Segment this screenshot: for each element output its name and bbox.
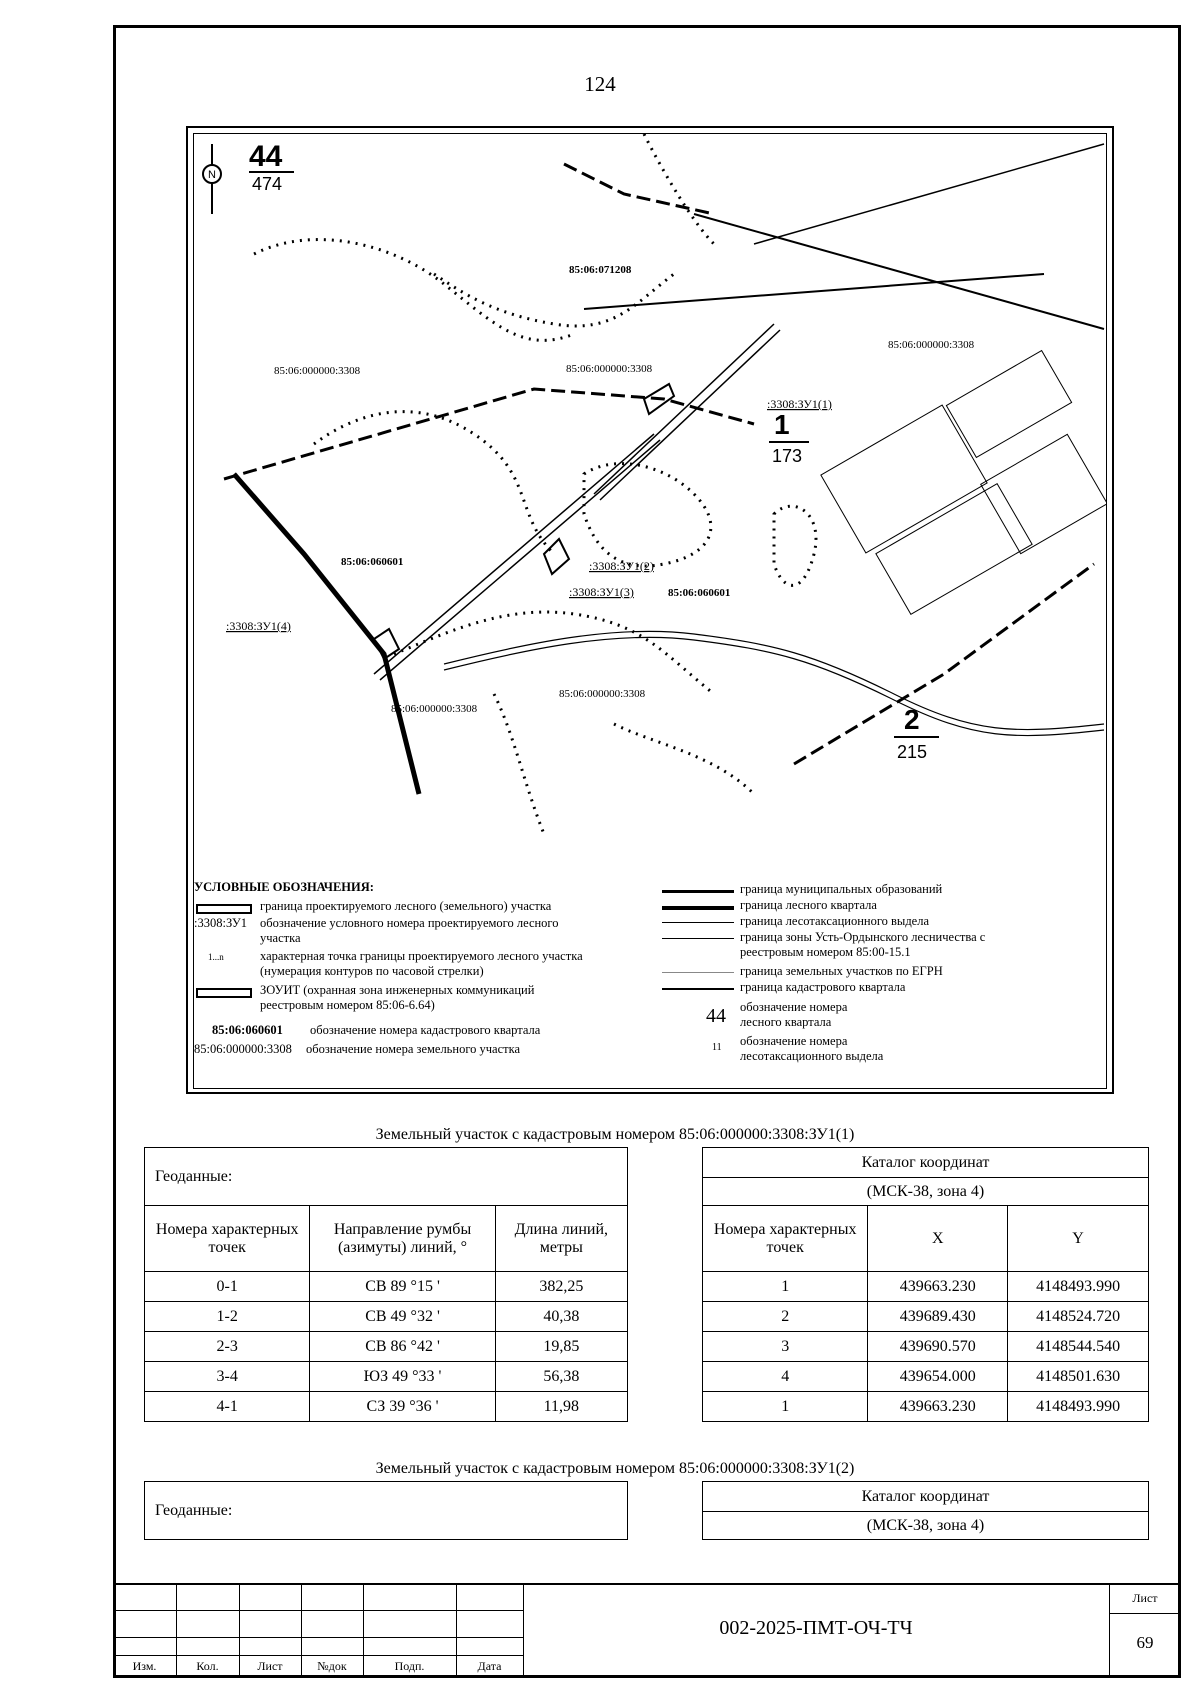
legend-text: граница кадастрового квартала bbox=[740, 980, 906, 994]
legend-swatch-forest-quarter bbox=[662, 906, 734, 910]
table-cell: 3-4 bbox=[145, 1362, 310, 1392]
taxation-boundary bbox=[644, 134, 714, 244]
stamp-col-label: Дата bbox=[477, 1659, 502, 1673]
table-cell: СЗ 39 °36 ' bbox=[310, 1392, 495, 1422]
building-outline bbox=[821, 405, 987, 553]
table-cell: 1-2 bbox=[145, 1302, 310, 1332]
land-plot-label: 85:06:000000:3308 bbox=[274, 365, 361, 377]
utility-corridor bbox=[594, 324, 774, 494]
legend-text: граница зоны Усть-Ордынского лесничества с реестровым номером 85:00-15.1 bbox=[740, 930, 986, 959]
cadastral-boundary bbox=[754, 144, 1104, 244]
geodata-label: Геоданные: bbox=[145, 1482, 628, 1540]
table-cell: СВ 49 °32 ' bbox=[310, 1302, 495, 1332]
projected-plot-label: :3308:ЗУ1(1) bbox=[767, 397, 832, 411]
table-row bbox=[145, 1302, 628, 1332]
cadastral-quarter-label: 85:06:071208 bbox=[569, 264, 632, 276]
cadastral-boundary bbox=[584, 274, 1044, 309]
legend-text: граница лесотаксационного выдела bbox=[740, 914, 930, 928]
legend-text: обозначение номера земельного участка bbox=[306, 1042, 521, 1056]
table-cell: 4148544.540 bbox=[1008, 1332, 1149, 1362]
forest-quarter-area: 474 bbox=[252, 174, 283, 194]
plot2-geodata-table bbox=[144, 1481, 628, 1540]
table-cell: 19,85 bbox=[495, 1332, 627, 1362]
catalog-subtitle: (МСК-38, зона 4) bbox=[703, 1178, 1149, 1206]
catalog-subtitle: (МСК-38, зона 4) bbox=[703, 1512, 1149, 1540]
land-plot-label: 85:06:000000:3308 bbox=[559, 688, 646, 700]
table-cell: ЮЗ 49 °33 ' bbox=[310, 1362, 495, 1392]
table-row bbox=[703, 1392, 1149, 1422]
cadastral-quarter-label: 85:06:060601 bbox=[668, 587, 731, 599]
table-cell: 4-1 bbox=[145, 1392, 310, 1422]
legend-symbol: 1...n bbox=[208, 952, 224, 962]
legend-swatch-forestry-zone bbox=[662, 938, 734, 939]
forest-quarter-number: 1 bbox=[774, 409, 790, 440]
building-outline bbox=[981, 434, 1107, 553]
sheet-label: Лист bbox=[1132, 1591, 1158, 1605]
legend-text: граница проектируемого лесного (земельного) участка bbox=[260, 899, 552, 913]
forest-quarter-area: 173 bbox=[772, 446, 803, 466]
legend-swatch-cadastral bbox=[662, 988, 734, 990]
legend-text: обозначение условного номера проектируемого лесного участка bbox=[260, 916, 559, 945]
table-cell: 4148501.630 bbox=[1008, 1362, 1149, 1392]
forest-quarter-boundary bbox=[794, 564, 1094, 764]
table-cell: 439663.230 bbox=[868, 1272, 1008, 1302]
stamp-col-label: Кол. bbox=[196, 1659, 219, 1673]
taxation-boundary bbox=[774, 506, 816, 585]
column-header: Номера характерных точек bbox=[703, 1206, 868, 1272]
forest-quarter-boundary bbox=[564, 164, 714, 214]
utility-corridor bbox=[600, 330, 780, 500]
legend-symbol: 85:06:000000:3308 bbox=[194, 1042, 292, 1056]
table-cell: 1 bbox=[703, 1392, 868, 1422]
table-row bbox=[703, 1362, 1149, 1392]
table-cell: 4148493.990 bbox=[1008, 1392, 1149, 1422]
table-cell: 439689.430 bbox=[868, 1302, 1008, 1332]
legend-text: обозначение номера кадастрового квартала bbox=[310, 1023, 541, 1037]
taxation-boundary bbox=[494, 694, 544, 834]
forest-quarter-area: 215 bbox=[897, 742, 928, 762]
taxation-boundary bbox=[254, 240, 574, 341]
legend-text: обозначение номера лесотаксационного выдела bbox=[740, 1034, 884, 1063]
land-plot-label: 85:06:000000:3308 bbox=[566, 363, 653, 375]
plot2-caption: Земельный участок с кадастровым номером 85:06:000000:3308:ЗУ1(2) bbox=[375, 1460, 855, 1477]
table-cell: 3 bbox=[703, 1332, 868, 1362]
legend-title: УСЛОВНЫЕ ОБОЗНАЧЕНИЯ: bbox=[194, 880, 374, 894]
table-cell: 11,98 bbox=[495, 1392, 627, 1422]
river-line bbox=[444, 637, 1104, 735]
column-header: X bbox=[868, 1206, 1008, 1272]
title-block bbox=[113, 1583, 1181, 1678]
legend-text: характерная точка границы проектируемого лесного участка (нумерация контуров по часовой стрелки) bbox=[260, 949, 583, 978]
forest-map bbox=[193, 133, 1107, 1089]
table-cell: СВ 86 °42 ' bbox=[310, 1332, 495, 1362]
stamp-col-label: Подп. bbox=[394, 1659, 425, 1673]
table-cell: 382,25 bbox=[495, 1272, 627, 1302]
page-number: 124 bbox=[584, 72, 616, 96]
column-header: Направление румбы (азимуты) линий, ° bbox=[310, 1206, 495, 1272]
table-row bbox=[703, 1302, 1149, 1332]
legend-text: граница лесного квартала bbox=[740, 898, 877, 912]
projected-plot-label: :3308:ЗУ1(3) bbox=[569, 585, 634, 599]
legend-swatch-municipal bbox=[662, 890, 734, 893]
forest-quarter-boundary bbox=[224, 389, 754, 479]
building-outline bbox=[876, 484, 1032, 615]
stamp-col-label: Изм. bbox=[132, 1659, 157, 1673]
table-cell: 2 bbox=[703, 1302, 868, 1332]
plot1-coord-table bbox=[702, 1147, 1149, 1422]
forest-quarter-number: 44 bbox=[249, 140, 283, 173]
north-arrow-label: N bbox=[208, 169, 216, 181]
geodata-label: Геоданные: bbox=[145, 1148, 628, 1206]
table-row bbox=[145, 1332, 628, 1362]
catalog-title: Каталог координат bbox=[703, 1148, 1149, 1178]
table-cell: 4148493.990 bbox=[1008, 1272, 1149, 1302]
table-cell: 1 bbox=[703, 1272, 868, 1302]
table-cell: 56,38 bbox=[495, 1362, 627, 1392]
column-header: Длина линий, метры bbox=[495, 1206, 627, 1272]
sheet-number: 69 bbox=[1136, 1633, 1154, 1652]
river-line bbox=[444, 631, 1104, 729]
table-cell: 4148524.720 bbox=[1008, 1302, 1149, 1332]
document-code: 002-2025-ПМТ-ОЧ-ТЧ bbox=[719, 1617, 913, 1639]
utility-corridor bbox=[374, 434, 654, 674]
legend-swatch-protection-zone bbox=[196, 988, 252, 998]
table-cell: 0-1 bbox=[145, 1272, 310, 1302]
table-cell: СВ 89 °15 ' bbox=[310, 1272, 495, 1302]
table-cell: 4 bbox=[703, 1362, 868, 1392]
map-drawing bbox=[194, 134, 1107, 874]
table-cell: 439663.230 bbox=[868, 1392, 1008, 1422]
table-row bbox=[703, 1332, 1149, 1362]
cadastral-quarter-label: 85:06:060601 bbox=[341, 556, 404, 568]
land-plot-label: 85:06:000000:3308 bbox=[391, 703, 478, 715]
legend-text: ЗОУИТ (охранная зона инженерных коммуникаций реестровым номером 85:06-6.64) bbox=[260, 983, 535, 1012]
projected-plot bbox=[544, 539, 569, 574]
legend-swatch-taxation bbox=[662, 922, 734, 923]
table-row bbox=[145, 1362, 628, 1392]
legend-symbol: 11 bbox=[712, 1042, 722, 1053]
taxation-boundary bbox=[584, 464, 711, 566]
stamp-col-label: Лист bbox=[257, 1659, 283, 1673]
plot1-caption: Земельный участок с кадастровым номером 85:06:000000:3308:ЗУ1(1) bbox=[375, 1126, 855, 1143]
legend-symbol: :3308:ЗУ1 bbox=[194, 916, 247, 930]
plot1-geodata-table bbox=[144, 1147, 628, 1422]
taxation-boundary bbox=[314, 412, 554, 554]
legend-symbol: 44 bbox=[706, 1005, 726, 1027]
taxation-boundary bbox=[434, 274, 674, 326]
projected-plot-label: :3308:ЗУ1(4) bbox=[226, 619, 291, 633]
title-block-top-line bbox=[113, 1583, 1181, 1585]
legend-text: обозначение номера лесного квартала bbox=[740, 1000, 848, 1029]
legend-text: граница земельных участков по ЕГРН bbox=[740, 964, 943, 978]
taxation-boundary bbox=[614, 724, 754, 794]
table-row bbox=[703, 1272, 1149, 1302]
legend-swatch-projected-plot bbox=[196, 904, 252, 914]
map-legend bbox=[194, 874, 1106, 1089]
plot2-coord-table bbox=[702, 1481, 1149, 1540]
taxation-boundary bbox=[394, 612, 714, 694]
legend-symbol: 85:06:060601 bbox=[212, 1023, 283, 1037]
projected-plot-label: :3308:ЗУ1(2) bbox=[589, 559, 654, 573]
stamp-col-label: №док bbox=[317, 1659, 347, 1673]
column-header: Номера характерных точек bbox=[145, 1206, 310, 1272]
table-cell: 40,38 bbox=[495, 1302, 627, 1332]
forest-quarter-number: 2 bbox=[904, 704, 920, 735]
legend-swatch-egrn bbox=[662, 972, 734, 973]
building-outline bbox=[946, 351, 1071, 458]
table-cell: 2-3 bbox=[145, 1332, 310, 1362]
catalog-title: Каталог координат bbox=[703, 1482, 1149, 1512]
table-cell: 439690.570 bbox=[868, 1332, 1008, 1362]
column-header: Y bbox=[1008, 1206, 1149, 1272]
cadastral-boundary bbox=[694, 214, 1104, 329]
legend-text: граница муниципальных образований bbox=[740, 882, 943, 896]
land-plot-label: 85:06:000000:3308 bbox=[888, 339, 975, 351]
table-row bbox=[145, 1272, 628, 1302]
table-row bbox=[145, 1392, 628, 1422]
table-cell: 439654.000 bbox=[868, 1362, 1008, 1392]
